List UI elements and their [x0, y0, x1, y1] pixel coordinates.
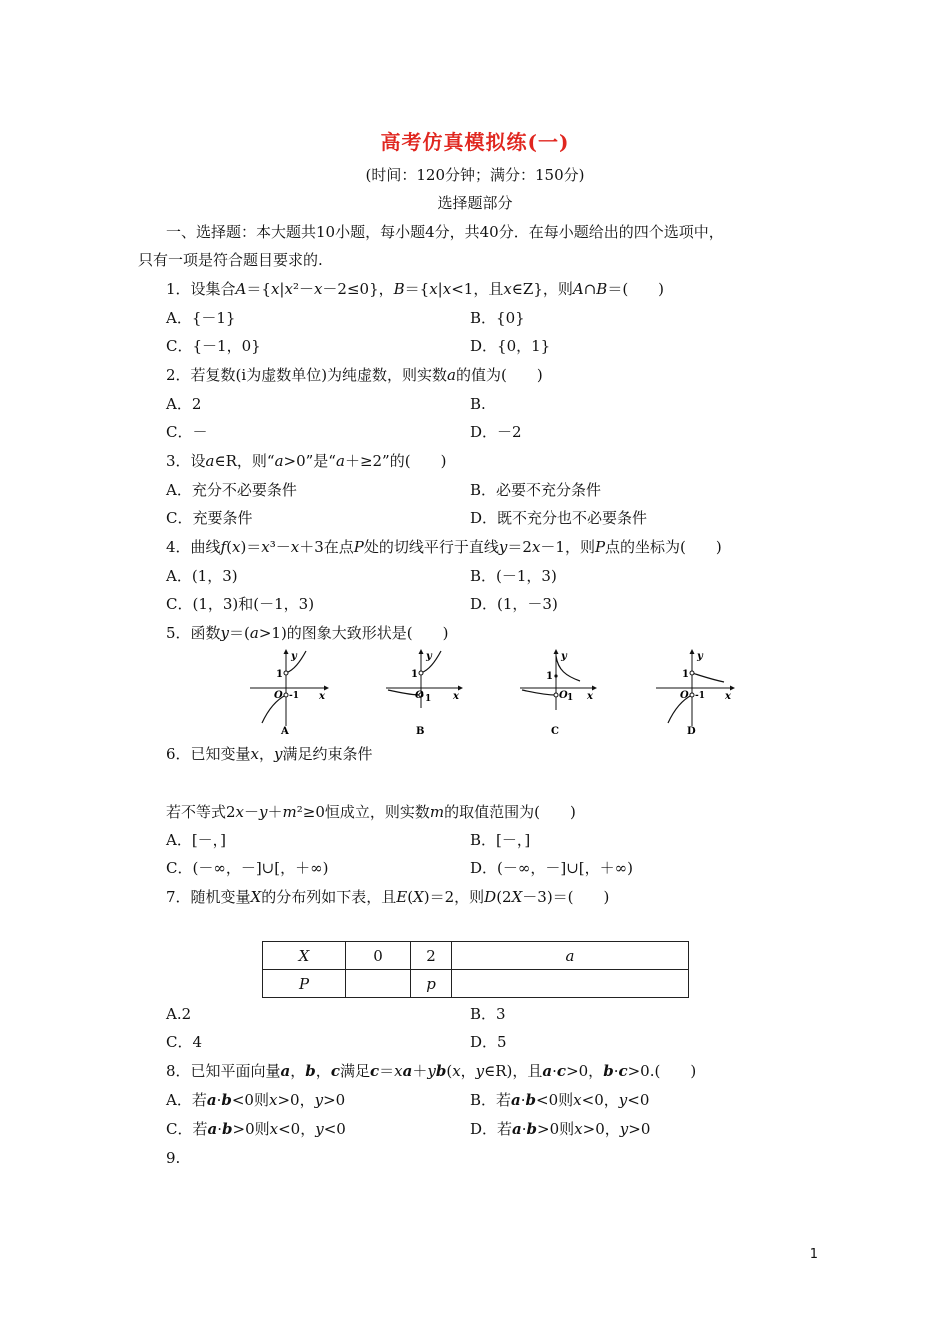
q8-option-d: D．若a·b>0则x>0，y>0: [470, 1120, 651, 1138]
q6-option-d: D．(－∞，－]∪[，＋∞): [470, 859, 633, 877]
q3-option-d: D．既不充分也不必要条件: [470, 509, 648, 527]
q3-option-b: B．必要不充分条件: [470, 481, 602, 499]
graph-d-one-label: 1: [682, 669, 689, 680]
q6-option-c: C．(－∞，－]∪[，＋∞): [166, 859, 329, 877]
graph-a-origin-label: O: [274, 690, 283, 701]
table-cell: X: [263, 942, 346, 970]
q6-option-a: A．[－，]: [166, 831, 227, 849]
q2-option-a: A．2: [166, 395, 202, 413]
question-4-stem: 4．曲线f(x)＝x³－x＋3在点P处的切线平行于直线y＝2x－1，则P点的坐标为( ): [166, 538, 722, 556]
graph-a-y-label: y: [291, 651, 297, 662]
q2-option-b: B.: [470, 395, 486, 413]
question-1-stem: 1．设集合A＝{x|x²－x－2≤0}，B＝{x|x<1，且x∈Z}，则A∩B＝( ): [166, 280, 665, 298]
q4-option-c: C．(1，3)和(－1，3): [166, 595, 315, 613]
q1-option-a: A．{－1}: [166, 309, 236, 327]
table-row: [263, 970, 689, 998]
page-title: 高考仿真模拟练(一): [380, 130, 570, 154]
graph-c-x-label: x: [587, 691, 593, 702]
q8-option-c: C．若a·b>0则x<0，y<0: [166, 1120, 346, 1138]
table-cell: P: [263, 970, 346, 998]
question-2-stem: 2．若复数(i为虚数单位)为纯虚数，则实数a的值为( ): [166, 366, 543, 384]
table-cell: [346, 970, 411, 998]
graph-a-neg-label: -1: [289, 691, 299, 701]
section-title: 选择题部分: [437, 194, 513, 212]
graph-c-caption: C: [551, 726, 559, 736]
distribution-table: [262, 941, 689, 998]
question-3-stem: 3．设a∈R，则“a>0”是“a＋≥2”的( ): [166, 452, 447, 470]
question-8-stem: 8．已知平面向量a，b，c满足c＝xa＋yb(x，y∈R)，且a·c>0，b·c>0.( ): [166, 1062, 697, 1080]
graph-d-y-label: y: [697, 651, 703, 662]
q7-option-b: B．3: [470, 1005, 506, 1023]
graph-d-x-label: x: [725, 691, 731, 702]
table-cell: a: [452, 942, 689, 970]
graph-b-x-label: x: [453, 691, 459, 702]
q8-option-a: A．若a·b<0则x>0，y>0: [166, 1091, 346, 1109]
graph-c-y-label: y: [561, 651, 567, 662]
question-9-stem: 9.: [166, 1149, 181, 1167]
graph-a-x-label: x: [319, 691, 325, 702]
graph-a-one-label: 1: [276, 669, 283, 680]
table-cell: p: [411, 970, 452, 998]
graph-b-origin-label: O: [415, 690, 424, 701]
q2-option-c: C．－: [166, 423, 208, 441]
q1-option-b: B．{0}: [470, 309, 525, 327]
graph-b-y-label: y: [426, 651, 432, 662]
q2-option-d: D．－2: [470, 423, 522, 441]
intro-line-2: 只有一项是符合题目要求的.: [138, 251, 323, 269]
table-cell: [452, 970, 689, 998]
graph-b-neg-label: 1: [425, 694, 432, 704]
graph-c-one-label: 1: [546, 671, 553, 682]
q8-option-b: B．若a·b<0则x<0，y<0: [470, 1091, 650, 1109]
graph-b-caption: B: [416, 726, 425, 736]
q7-option-a: A.2: [166, 1005, 192, 1023]
graph-c-neg-label: 1: [567, 693, 574, 703]
q7-option-c: C．4: [166, 1033, 203, 1051]
q1-option-d: D．{0，1}: [470, 337, 551, 355]
question-5-stem: 5．函数y＝(a>1)的图象大致形状是( ): [166, 624, 449, 642]
graph-d-origin-label: O: [680, 690, 689, 701]
q4-option-a: A．(1，3): [166, 567, 238, 585]
graph-d-neg-label: -1: [695, 691, 705, 701]
table-cell: 0: [346, 942, 411, 970]
q5-graph-d: [654, 648, 740, 736]
exam-meta: (时间：120分钟；满分：150分): [365, 166, 585, 184]
q5-graph-b: [384, 648, 470, 736]
graph-d-caption: D: [687, 726, 696, 736]
question-6-stem: 6．已知变量x，y满足约束条件: [166, 745, 373, 763]
table-row: [263, 942, 689, 970]
q3-option-a: A．充分不必要条件: [166, 481, 297, 499]
q6-option-b: B．[－，]: [470, 831, 531, 849]
q3-option-c: C．充要条件: [166, 509, 253, 527]
q5-graph-c: [518, 648, 604, 736]
graph-c-origin-label: O: [559, 690, 568, 701]
q4-option-b: B．(－1，3): [470, 567, 557, 585]
page-number: 1: [809, 1247, 818, 1262]
question-6-condition: 若不等式2x－y＋m²≥0恒成立，则实数m的取值范围为( ): [166, 803, 576, 821]
q1-option-c: C．{－1，0}: [166, 337, 261, 355]
q4-option-d: D．(1，－3): [470, 595, 558, 613]
graph-b-one-label: 1: [411, 669, 418, 680]
q5-graph-a: [248, 648, 334, 736]
intro-line-1: 一、选择题：本大题共10小题，每小题4分，共40分．在每小题给出的四个选项中，: [166, 223, 724, 241]
q7-option-d: D．5: [470, 1033, 507, 1051]
table-cell: 2: [411, 942, 452, 970]
question-7-stem: 7．随机变量X的分布列如下表，且E(X)＝2，则D(2X－3)＝( ): [166, 888, 610, 906]
graph-a-caption: A: [281, 726, 289, 736]
